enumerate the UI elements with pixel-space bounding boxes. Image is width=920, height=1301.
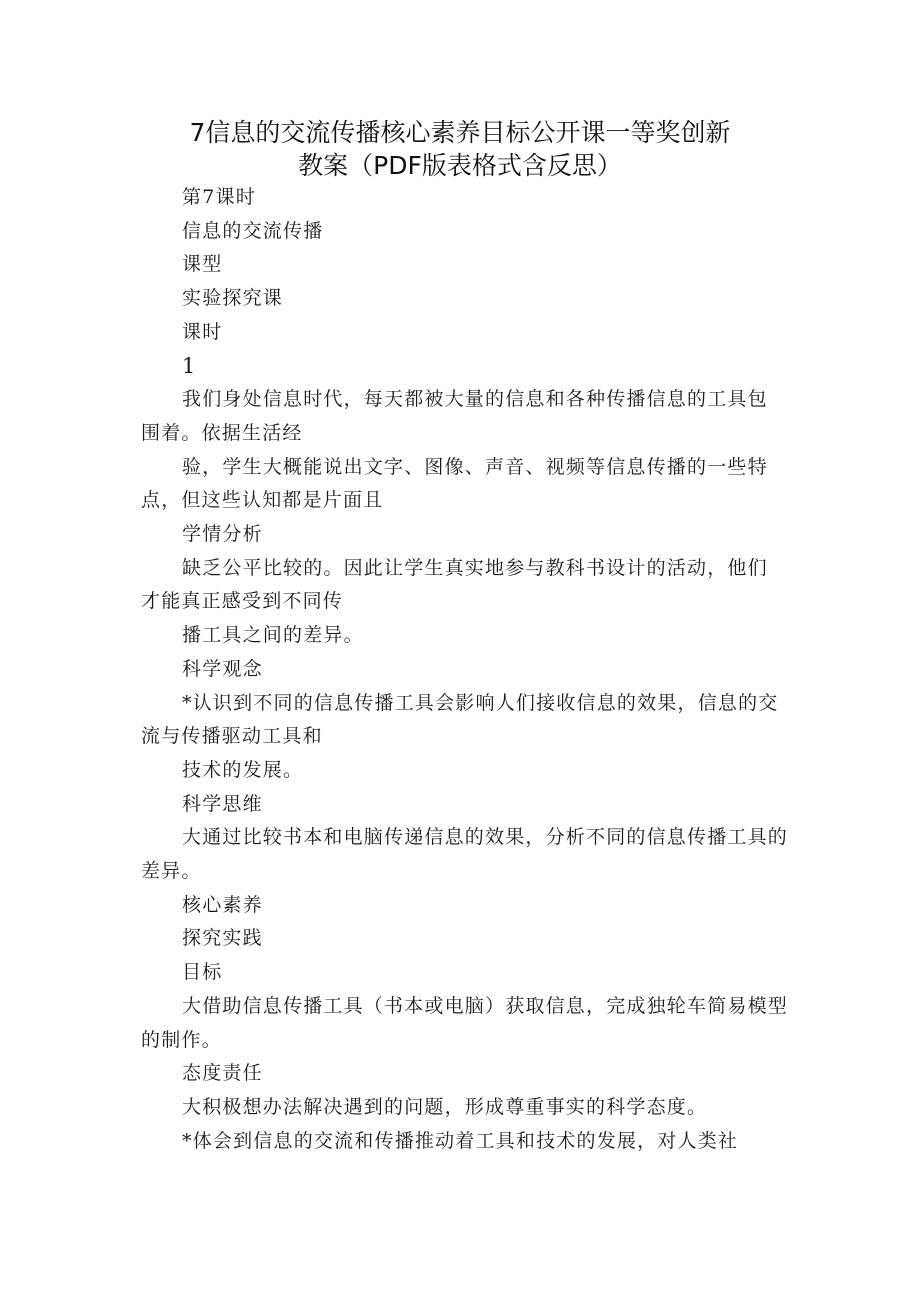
section-heading: 核心素养 [182,893,263,916]
body-line: 点，但这些认知都是片面且 [141,489,384,512]
body-line: 大积极想办法解决遇到的问题，形成尊重事实的科学态度。 [182,1095,708,1118]
body-line: 围着。依据生活经 [141,421,303,444]
section-heading: 探究实践 [182,927,263,950]
body-line: 验，学生大概能说出文字、图像、声音、视频等信息传播的一些特 [182,455,768,478]
document-title-line-1: 7信息的交流传播核心素养目标公开课一等奖创新 [189,118,731,147]
body-line: *体会到信息的交流和传播推动着工具和技术的发展，对人类社 [182,1129,739,1152]
document-title-line-2: 教案（PDF版表格式含反思） [298,151,622,180]
section-heading: 态度责任 [182,1062,263,1085]
section-heading: 科学观念 [182,657,263,680]
body-line: 播工具之间的差异。 [182,624,364,647]
section-heading: 科学思维 [182,792,263,815]
body-line: 技术的发展。 [182,758,304,781]
body-line: *认识到不同的信息传播工具会影响人们接收信息的效果，信息的交 [182,691,779,714]
lesson-type-label: 课型 [182,253,223,276]
class-hours-label: 课时 [182,320,223,343]
lesson-type-value: 实验探究课 [182,287,284,310]
body-line: 的制作。 [141,1028,222,1051]
body-line: 缺乏公平比较的。因此让学生真实地参与教科书设计的活动，他们 [182,556,768,579]
body-line: 流与传播驱动工具和 [141,725,323,748]
document-body [141,181,791,1158]
lesson-number: 第7课时 [182,186,256,208]
body-line: 才能真正感受到不同传 [141,590,344,613]
body-line: 大通过比较书本和电脑传递信息的效果，分析不同的信息传播工具的 [182,826,789,849]
body-line: 差异。 [141,860,202,883]
section-heading: 目标 [182,961,223,984]
class-hours-value: 1 [182,353,197,378]
body-line: 大借助信息传播工具（书本或电脑）获取信息，完成独轮车简易模型 [182,994,789,1017]
section-heading: 学情分析 [182,523,263,546]
body-line: 我们身处信息时代，每天都被大量的信息和各种传播信息的工具包 [182,388,768,411]
lesson-title: 信息的交流传播 [182,219,324,242]
